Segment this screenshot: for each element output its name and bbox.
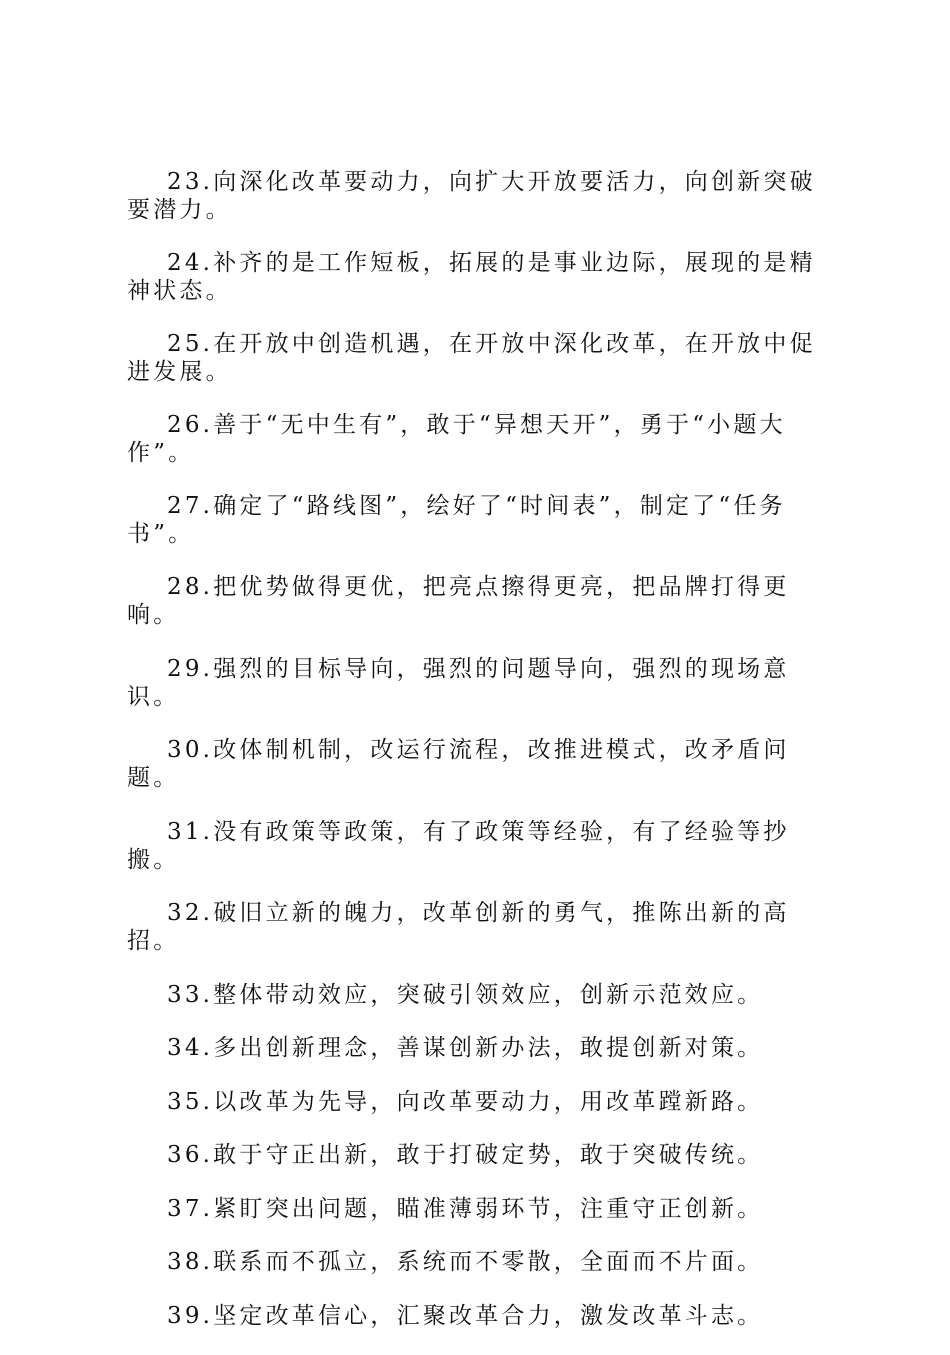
item-text: 补齐的是工作短板，拓展的是事业边际，展现的是精神状态。 xyxy=(127,250,816,304)
list-item-33 xyxy=(127,981,832,1009)
item-text: 在开放中创造机遇，在开放中深化改革，在开放中促进发展。 xyxy=(127,331,816,385)
document-body xyxy=(127,168,832,1355)
item-text: 善于“无中生有”，敢于“异想天开”，勇于“小题大作”。 xyxy=(127,412,786,466)
item-text: 联系而不孤立，系统而不零散，全面而不片面。 xyxy=(213,1249,764,1275)
item-number: 36. xyxy=(167,1142,214,1168)
item-text: 向深化改革要动力，向扩大开放要活力，向创新突破要潜力。 xyxy=(127,169,816,223)
item-number: 33. xyxy=(167,981,214,1008)
item-number: 39. xyxy=(167,1302,214,1329)
item-number: 23. xyxy=(167,169,214,195)
item-text: 强烈的目标导向，强烈的问题导向，强烈的现场意识。 xyxy=(127,655,790,710)
item-number: 31. xyxy=(167,818,214,845)
item-text: 把优势做得更优，把亮点擦得更亮，把品牌打得更响。 xyxy=(127,574,790,628)
item-number: 37. xyxy=(167,1195,214,1222)
item-text: 确定了“路线图”，绘好了“时间表”，制定了“任务书”。 xyxy=(127,493,786,547)
item-text: 多出创新理念，善谋创新办法，敢提创新对策。 xyxy=(213,1035,764,1061)
item-text: 没有政策等政策，有了政策等经验，有了经验等抄搬。 xyxy=(127,818,790,873)
item-text: 坚定改革信心，汇聚改革合力，激发改革斗志。 xyxy=(213,1302,764,1329)
item-text: 紧盯突出问题，瞄准薄弱环节，注重守正创新。 xyxy=(213,1195,764,1222)
item-text: 以改革为先导，向改革要动力，用改革蹚新路。 xyxy=(213,1088,764,1115)
list-item-34 xyxy=(127,1034,832,1062)
list-item-38 xyxy=(127,1248,832,1276)
list-item-28 xyxy=(127,573,832,629)
item-text: 整体带动效应，突破引领效应，创新示范效应。 xyxy=(213,981,764,1008)
list-item-25 xyxy=(127,330,832,386)
item-text: 改体制机制，改运行流程，改推进模式，改矛盾问题。 xyxy=(127,737,790,791)
item-number: 30. xyxy=(167,737,214,763)
list-item-32 xyxy=(127,899,832,955)
item-number: 35. xyxy=(167,1088,214,1115)
item-number: 27. xyxy=(167,493,214,519)
list-item-30 xyxy=(127,736,832,792)
list-item-37 xyxy=(127,1195,832,1223)
item-number: 29. xyxy=(167,655,214,682)
list-item-26 xyxy=(127,411,832,467)
item-text: 破旧立新的魄力，改革创新的勇气，推陈出新的高招。 xyxy=(127,900,790,954)
list-item-31 xyxy=(127,818,832,874)
list-item-27 xyxy=(127,492,832,548)
item-number: 38. xyxy=(167,1249,214,1275)
list-item-23 xyxy=(127,168,832,224)
item-number: 24. xyxy=(167,250,214,276)
list-item-24 xyxy=(127,249,832,305)
item-number: 25. xyxy=(167,331,214,357)
list-item-35 xyxy=(127,1088,832,1116)
item-text: 敢于守正出新，敢于打破定势，敢于突破传统。 xyxy=(213,1142,764,1168)
list-item-29 xyxy=(127,655,832,711)
item-number: 34. xyxy=(167,1035,214,1061)
item-number: 32. xyxy=(167,900,214,926)
item-number: 28. xyxy=(167,574,214,600)
item-number: 26. xyxy=(167,412,214,438)
list-item-39 xyxy=(127,1302,832,1330)
list-item-36 xyxy=(127,1141,832,1169)
